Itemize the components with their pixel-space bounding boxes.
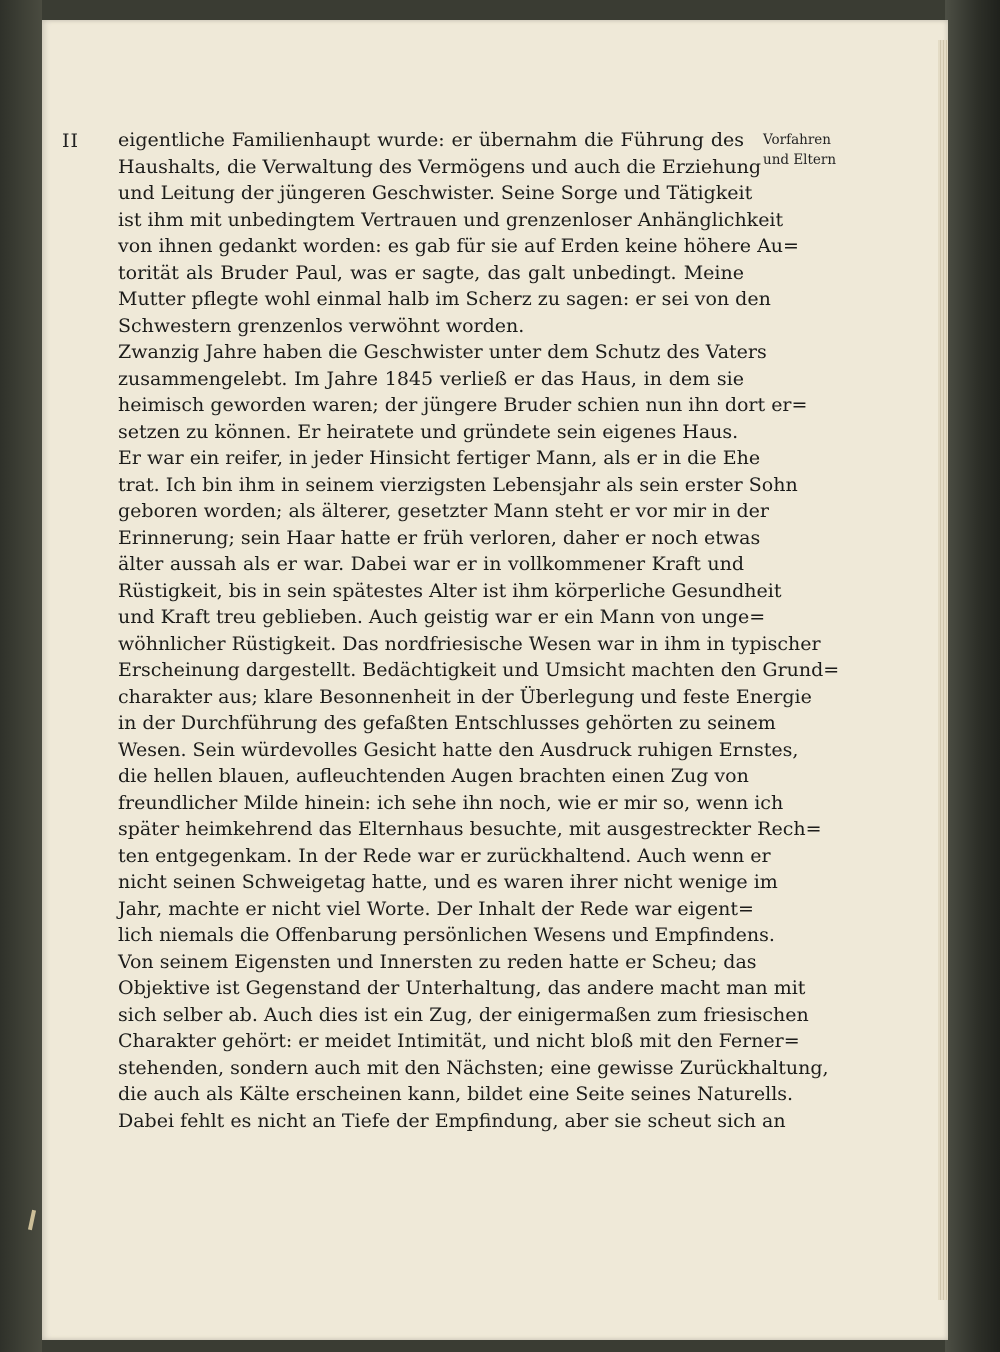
text-line: Erscheinung dargestellt. Bedächtigkeit und Umsicht machten den Grund= [118,659,840,681]
text-line: Rüstigkeit, bis in sein spätestes Alter ist ihm körperliche Gesundheit [118,579,782,602]
text-line: zusammengelebt. Im Jahre 1845 verließ er das Haus, in dem sie [118,367,744,390]
text-line: freundlicher Milde hinein: ich sehe ihn noch, wie er mir so, wenn ich [118,791,784,814]
text-line: nicht seinen Schweigetag hatte, und es waren ihrer nicht wenige im [118,871,778,893]
text-line: später heimkehrend das Elternhaus besuchte, mit ausgestreckter Rech= [118,818,822,840]
text-line: charakter aus; klare Besonnenheit in der Überlegung und feste Energie [118,685,812,708]
text-line: Objektive ist Gegenstand der Unterhaltung, das andere macht man mit [118,977,806,999]
text-line: torität als Bruder Paul, was er sagte, das galt unbedingt. Meine [118,261,744,284]
text-line: Zwanzig Jahre haben die Geschwister unter dem Schutz des Vaters [118,341,767,363]
margin-note [763,130,883,170]
text-line: ist ihm mit unbedingtem Vertrauen und grenzenloser Anhänglichkeit [118,208,784,231]
text-line: eigentliche Familienhaupt wurde: er übernahm die Führung des [118,129,744,151]
text-line: von ihnen gedankt worden: es gab für sie auf Erden keine höhere Au= [118,235,799,257]
text-line: Wesen. Sein würdevolles Gesicht hatte den Ausdruck ruhigen Ernstes, [118,738,799,761]
text-line: und Kraft treu geblieben. Auch geistig war er ein Mann von unge= [118,606,766,628]
text-line: stehenden, sondern auch mit den Nächsten; eine gewisse Zurückhaltung, [118,1056,829,1079]
page-edge [938,40,948,1300]
text-line: ten entgegenkam. In der Rede war er zurückhaltend. Auch wenn er [118,844,771,867]
text-line: trat. Ich bin ihm in seinem vierzigsten Lebensjahr als sein erster Sohn [118,473,798,496]
text-line: Schwestern grenzenlos verwöhnt worden. [118,314,525,337]
text-line: Er war ein reifer, in jeder Hinsicht fertiger Mann, als er in die Ehe [118,447,761,469]
text-line: Erinnerung; sein Haar hatte er früh verloren, daher er noch etwas [118,526,761,549]
text-line: die hellen blauen, aufleuchtenden Augen brachten einen Zug von [118,765,749,787]
text-line: Haushalts, die Verwaltung des Vermögens und auch die Erziehung [118,155,762,178]
text-line: Charakter gehört: er meidet Intimität, und nicht bloß mit den Ferner= [118,1030,800,1052]
text-line: geboren worden; als älterer, gesetzter Mann steht er vor mir in der [118,500,769,522]
text-line: Dabei fehlt es nicht an Tiefe der Empfindung, aber sie scheut sich an [118,1109,786,1132]
text-line: heimisch geworden waren; der jüngere Bruder schien nun ihn dort er= [118,394,808,416]
text-line: Jahr, machte er nicht viel Worte. Der Inhalt der Rede war eigent= [118,897,754,920]
text-line: die auch als Kälte erscheinen kann, bildet eine Seite seines Naturells. [118,1083,794,1105]
text-line: setzen zu können. Er heiratete und gründete sein eigenes Haus. [118,420,739,443]
text-line: älter aussah als er war. Dabei war er in vollkommener Kraft und [118,553,744,575]
text-line: lich niemals die Offenbarung persönlichen Wesens und Empfindens. [118,924,775,946]
text-line: in der Durchführung des gefaßten Entschlusses gehörten zu seinem [118,712,776,734]
text-line: Mutter pflegte wohl einmal halb im Scherz zu sagen: er sei von den [118,288,771,310]
margin-note-line: und Eltern [763,152,837,168]
text-line: wöhnlicher Rüstigkeit. Das nordfriesische Wesen war in ihm in typischer [118,632,821,655]
text-line: Von seinem Eigensten und Innersten zu reden hatte er Scheu; das [118,950,757,973]
book-binding-right [945,0,1000,1352]
text-line: und Leitung der jüngeren Geschwister. Seine Sorge und Tätigkeit [118,182,753,204]
book-binding-left [0,0,42,1352]
margin-note-line: Vorfahren [763,132,831,148]
page-number: II [62,130,80,152]
text-line: sich selber ab. Auch dies ist ein Zug, der einigermaßen zum friesischen [118,1003,809,1026]
